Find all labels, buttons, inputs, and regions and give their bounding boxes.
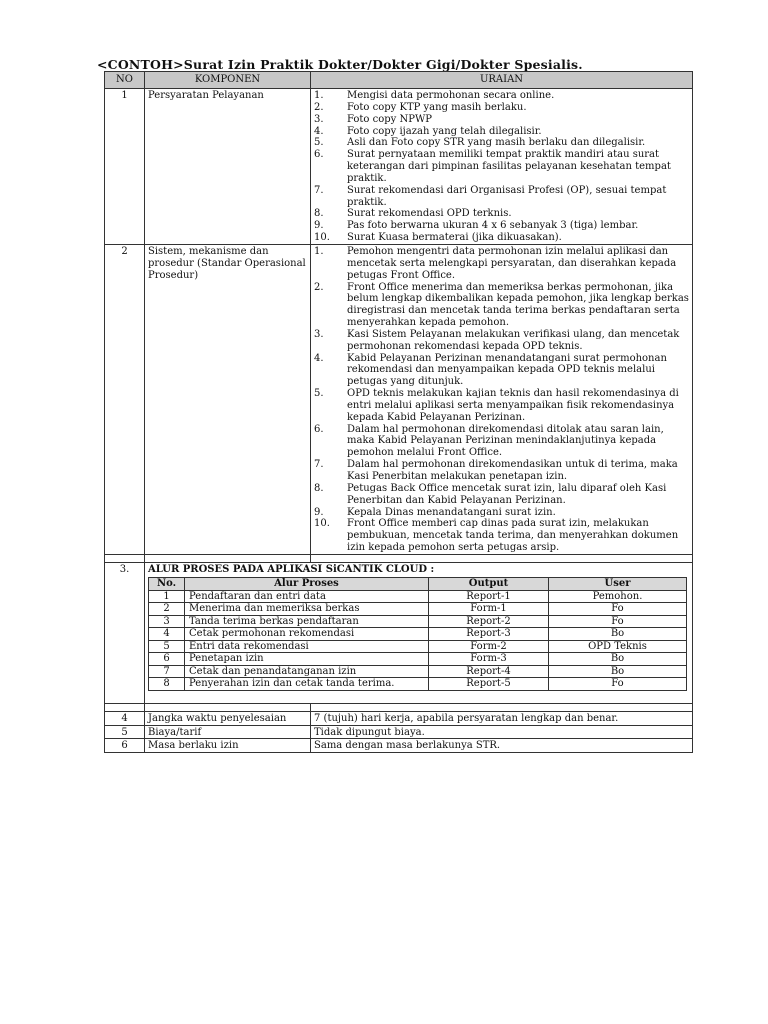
- list-item: 1. Pemohon mengentri data permohonan izin melalui aplikasi dan mencetak serta melengkapi persyaratan, dan diserahkan kepada petugas Front Office.: [314, 245, 677, 281]
- row-number: 4: [105, 711, 145, 725]
- table-row: 6 Penetapan izin Form-3 Bo: [149, 653, 687, 666]
- row-uraian: [311, 89, 693, 245]
- table-row-biaya: [105, 725, 693, 739]
- alur-proses-heading: ALUR PROSES PADA APLIKASI SiCANTIK CLOUD :: [148, 563, 435, 575]
- document-title: <CONTOH>Surat Izin Praktik Dokter/Dokter Gigi/Dokter Spesialis.: [97, 57, 583, 72]
- list-item: 8. Petugas Back Office mencetak surat izin, lalu diparaf oleh Kasi Penerbitan dan Kabid Pelayanan Perizinan.: [314, 482, 667, 506]
- service-standard-table: [104, 71, 693, 753]
- list-item: 6. Dalam hal permohonan direkomendasi ditolak atau saran lain, maka Kabid Pelayanan Perizinan menindaklanjutinya kepada pemohon melalui Front Office.: [314, 423, 664, 459]
- list-item: 2. Front Office menerima dan memeriksa berkas permohonan, jika belum lengkap dikembalikan kepada pemohon, jika lengkap berkas diregistrasi dan mencetak tanda terima berkas pendaftaran serta menyerahkan kepada pemohon.: [314, 281, 689, 329]
- table-row: 3 Tanda terima berkas pendaftaran Report-2 Fo: [149, 615, 687, 628]
- list-item: 3. Kasi Sistem Pelayanan melakukan verifikasi ulang, dan mencetak permohonan rekomendasi kepada OPD teknis.: [314, 328, 680, 352]
- row-number: 3.: [105, 562, 145, 703]
- list-item: 2. Foto copy KTP yang masih berlaku.: [314, 101, 527, 113]
- table-row-masa-berlaku: [105, 739, 693, 753]
- list-item: 1. Mengisi data permohonan secara online.: [314, 90, 555, 101]
- header-uraian: URAIAN: [311, 72, 693, 89]
- header-komponen: KOMPONEN: [145, 72, 311, 89]
- table-row: 5 Entri data rekomendasi Form-2 OPD Teknis: [149, 640, 687, 653]
- list-item: 5. Asli dan Foto copy STR yang masih berlaku dan dilegalisir.: [314, 137, 646, 149]
- inner-header-user: User: [549, 577, 687, 590]
- row-number: 6: [105, 739, 145, 753]
- table-row: 4 Cetak permohonan rekomendasi Report-3 Bo: [149, 628, 687, 641]
- table-row: 1 Pendaftaran dan entri data Report-1 Pemohon.: [149, 590, 687, 603]
- table-header-row: [105, 72, 693, 89]
- spacer-row: [105, 703, 693, 711]
- list-item: 9. Kepala Dinas menandatangani surat izin.: [314, 506, 556, 518]
- header-no: NO: [105, 72, 145, 89]
- row-komponen: Jangka waktu penyelesaian: [145, 711, 311, 725]
- list-item: 9. Pas foto berwarna ukuran 4 x 6 sebanyak 3 (tiga) lembar.: [314, 220, 639, 232]
- table-row: 8 Penyerahan izin dan cetak tanda terima. Report-5 Fo: [149, 678, 687, 691]
- alur-proses-cell: [145, 562, 693, 703]
- row-komponen: Biaya/tarif: [145, 725, 311, 739]
- list-item: 5. OPD teknis melakukan kajian teknis dan hasil rekomendasinya di entri melalui aplikasi serta menyampaikan fisik rekomendasinya kepada Kabid Pelayanan Perizinan.: [314, 388, 679, 423]
- row-komponen: Sistem, mekanisme dan prosedur (Standar Operasional Prosedur): [145, 244, 311, 554]
- inner-header-alur: Alur Proses: [185, 577, 429, 590]
- procedure-list: [314, 246, 689, 554]
- inner-header-row: [149, 577, 687, 590]
- list-item: 4. Foto copy ijazah yang telah dilegalisir.: [314, 125, 542, 137]
- list-item: 7. Surat rekomendasi dari Organisasi Profesi (OP), sesuai tempat praktik.: [314, 184, 667, 208]
- alur-proses-table: [148, 577, 687, 691]
- spacer-row: [105, 554, 693, 562]
- table-row-persyaratan: [105, 89, 693, 245]
- list-item: 6. Surat pernyataan memiliki tempat praktik mandiri atau surat keterangan dari pimpinan fasilitas pelayanan kesehatan tempat praktik.: [314, 149, 671, 184]
- list-item: 10. Surat Kuasa bermaterai (jika dikuasakan).: [314, 232, 562, 244]
- row-uraian: 7 (tujuh) hari kerja, apabila persyaratan lengkap dan benar.: [311, 711, 693, 725]
- row-number: 2: [105, 244, 145, 554]
- row-komponen: Persyaratan Pelayanan: [145, 89, 311, 245]
- list-item: 3. Foto copy NPWP: [314, 113, 432, 125]
- table-row-alur-proses: [105, 562, 693, 703]
- requirements-list: [314, 90, 689, 244]
- table-row: 7 Cetak dan penandatanganan izin Report-4 Bo: [149, 665, 687, 678]
- list-item: 4. Kabid Pelayanan Perizinan menandatangani surat permohonan rekomendasi dan menyampaikan kepada OPD teknis melalui petugas yang ditunjuk.: [314, 352, 667, 388]
- list-item: 8. Surat rekomendasi OPD terknis.: [314, 208, 512, 220]
- inner-header-no: No.: [149, 577, 185, 590]
- row-uraian: Sama dengan masa berlakunya STR.: [311, 739, 693, 753]
- list-item: 7. Dalam hal permohonan direkomendasikan untuk di terima, maka Kasi Penerbitan melakukan penetapan izin.: [314, 459, 678, 482]
- row-uraian: [311, 244, 693, 554]
- row-number: 5: [105, 725, 145, 739]
- table-row-prosedur: [105, 244, 693, 554]
- row-number: 1: [105, 89, 145, 245]
- row-uraian: Tidak dipungut biaya.: [311, 725, 693, 739]
- row-komponen: Masa berlaku izin: [145, 739, 311, 753]
- table-row-jangka-waktu: [105, 711, 693, 725]
- list-item: 10. Front Office memberi cap dinas pada surat izin, melakukan pembukuan, mencetak tanda terima, dan menyerahkan dokumen izin kepada pemohon serta petugas arsip.: [314, 518, 679, 554]
- inner-header-output: Output: [429, 577, 549, 590]
- table-row: 2 Menerima dan memeriksa berkas Form-1 Fo: [149, 603, 687, 616]
